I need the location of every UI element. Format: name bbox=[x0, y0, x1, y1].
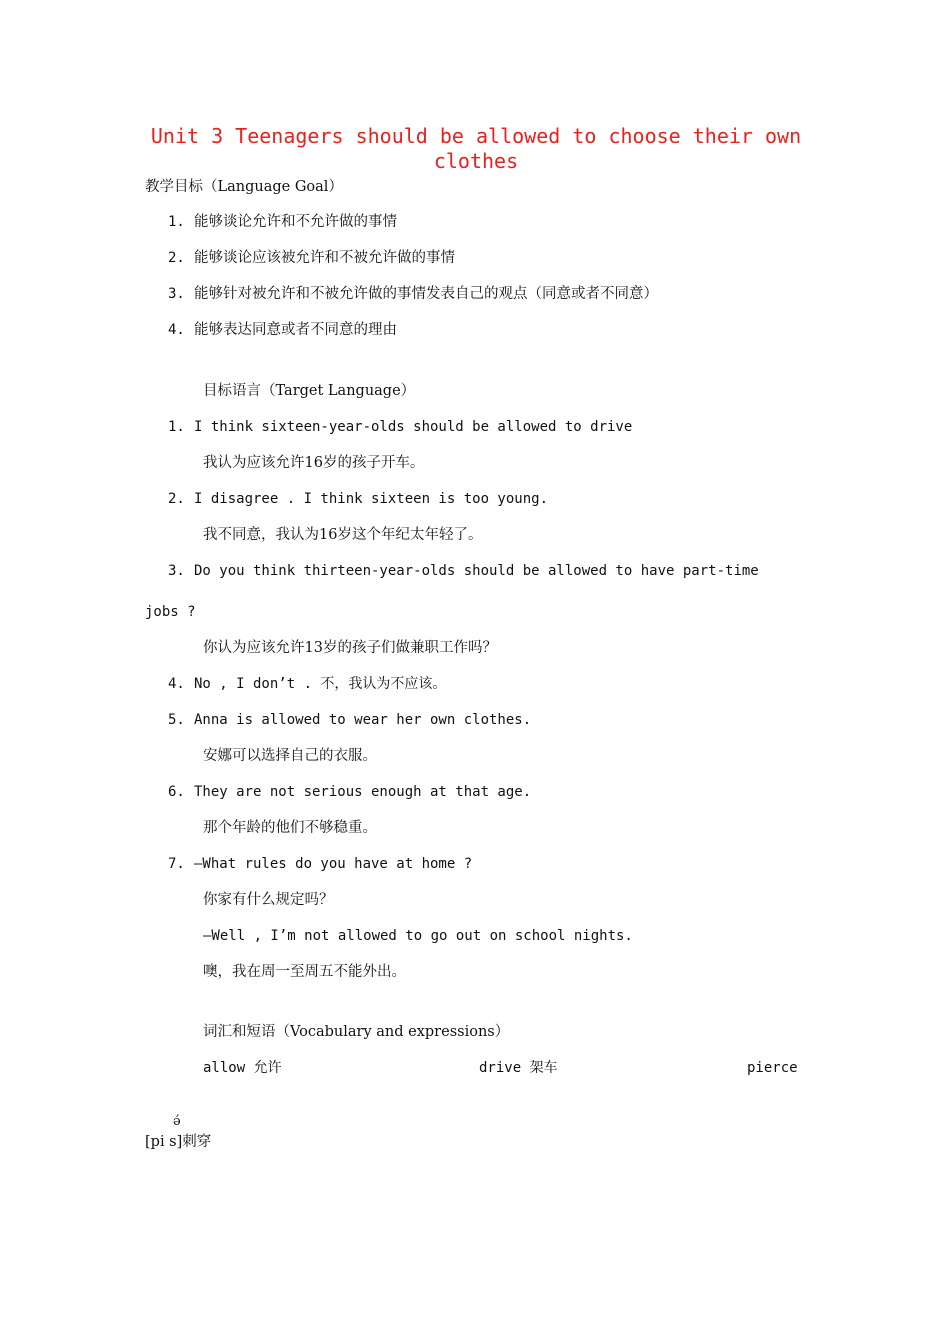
goal-item-4: 4. 能够表达同意或者不同意的理由 bbox=[168, 322, 397, 338]
target-item-5-en: 5. Anna is allowed to wear her own clothes. bbox=[168, 712, 532, 728]
target-item-1-zh: 我认为应该允许16岁的孩子开车。 bbox=[203, 455, 425, 471]
phonetic-accent-mark: ə́ bbox=[173, 1114, 181, 1129]
target-item-7-en: 7. —What rules do you have at home ? bbox=[168, 856, 473, 872]
vocab-word-allow: allow 允许 bbox=[203, 1060, 282, 1076]
document-title-line-1: Unit 3 Teenagers should be allowed to choose their own bbox=[150, 124, 802, 148]
target-item-7-en-reply: —Well , I’m not allowed to go out on school nights. bbox=[203, 928, 633, 944]
target-item-4: 4. No , I don’t . 不，我认为不应该。 bbox=[168, 676, 447, 692]
target-item-6-zh: 那个年龄的他们不够稳重。 bbox=[203, 820, 377, 836]
vocab-word-drive: drive 架车 bbox=[479, 1060, 558, 1076]
goal-item-1: 1. 能够谈论允许和不允许做的事情 bbox=[168, 214, 397, 230]
goal-item-3: 3. 能够针对被允许和不被允许做的事情发表自己的观点（同意或者不同意） bbox=[168, 286, 658, 302]
target-item-2-en: 2. I disagree . I think sixteen is too young. bbox=[168, 491, 549, 507]
target-item-6-en: 6. They are not serious enough at that age. bbox=[168, 784, 532, 800]
vocabulary-heading: 词汇和短语（Vocabulary and expressions） bbox=[203, 1024, 510, 1040]
target-item-5-zh: 安娜可以选择自己的衣服。 bbox=[203, 748, 377, 764]
target-item-3-en-continued: jobs ? bbox=[145, 604, 196, 620]
vocab-phonetic-pierce: [pi s]刺穿 bbox=[145, 1134, 212, 1150]
goal-item-2: 2. 能够谈论应该被允许和不被允许做的事情 bbox=[168, 250, 455, 266]
target-item-3-en: 3. Do you think thirteen-year-olds should be allowed to have part-time bbox=[168, 563, 759, 579]
target-item-7-zh-reply: 噢，我在周一至周五不能外出。 bbox=[203, 964, 406, 980]
target-item-1-en: 1. I think sixteen-year-olds should be allowed to drive bbox=[168, 419, 633, 435]
target-item-7-zh: 你家有什么规定吗？ bbox=[203, 892, 334, 908]
target-item-3-zh: 你认为应该允许13岁的孩子们做兼职工作吗？ bbox=[203, 640, 497, 656]
document-title-line-2: clothes bbox=[433, 149, 519, 173]
vocab-word-pierce: pierce bbox=[747, 1060, 798, 1076]
language-goal-heading: 教学目标（Language Goal） bbox=[145, 179, 343, 195]
target-item-2-zh: 我不同意，我认为16岁这个年纪太年轻了。 bbox=[203, 527, 483, 543]
target-language-heading: 目标语言（Target Language） bbox=[203, 383, 416, 399]
